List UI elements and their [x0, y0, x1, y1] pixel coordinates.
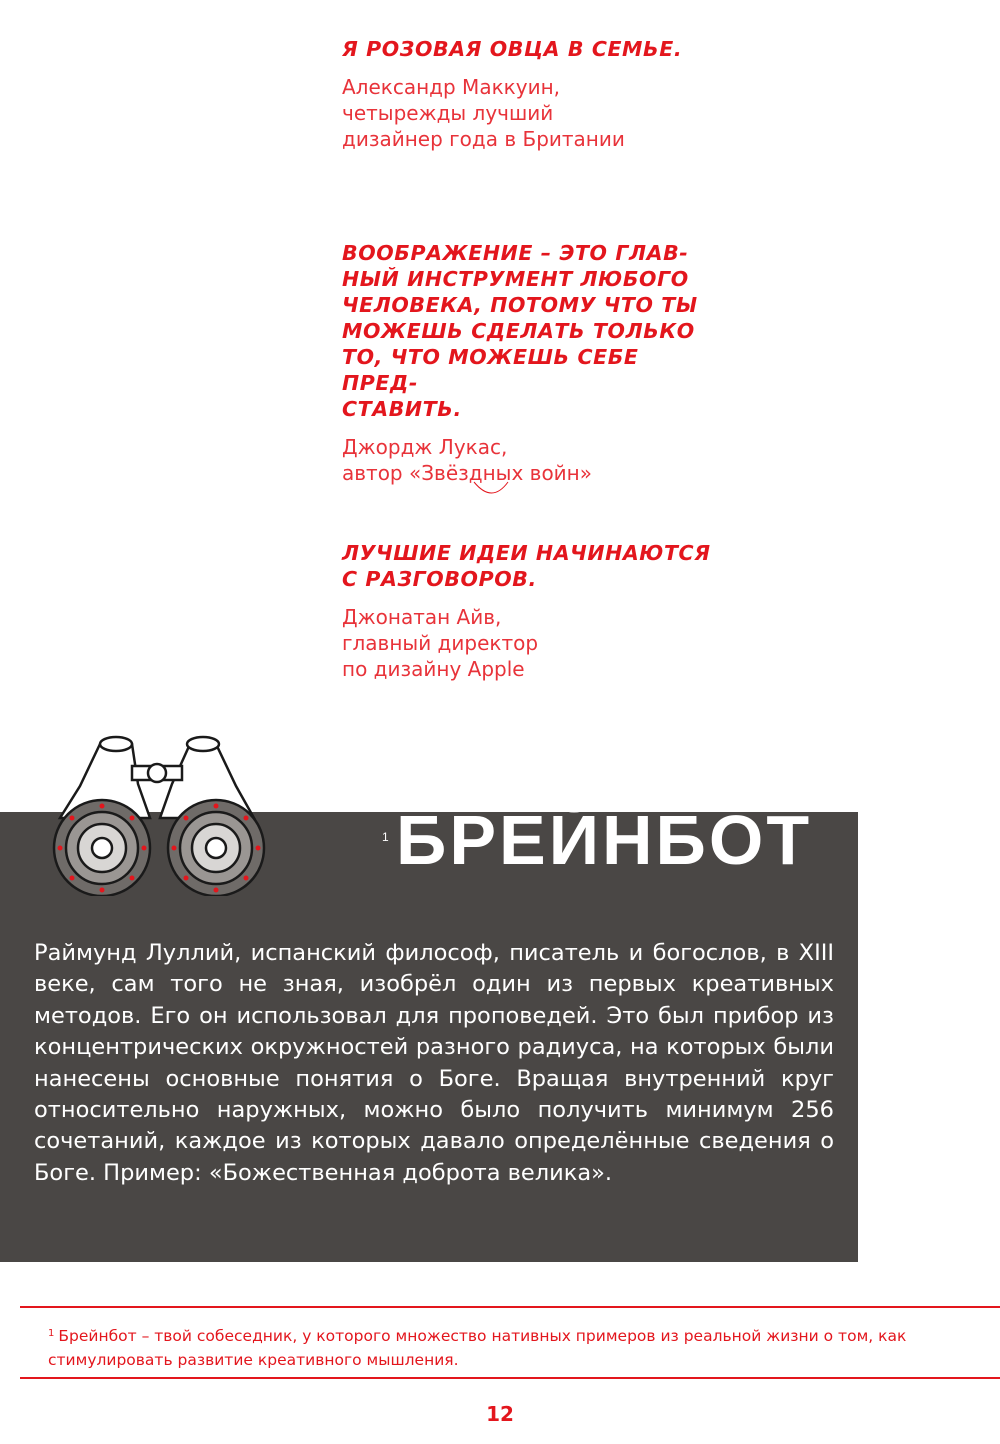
page-number: 12	[486, 1402, 514, 1426]
quote-author: Александр Маккуин, четырежды лучший дизайнер года в Британии	[342, 75, 625, 151]
quote-text: ВООБРАЖЕНИЕ – ЭТО ГЛАВ- НЫЙ ИНСТРУМЕНТ ЛЮБОГО ЧЕЛОВЕКА, ПОТОМУ ЧТО ТЫ МОЖЕШЬ СДЕЛАТЬ ТОЛЬКО ТО, ЧТО МОЖЕШЬ СЕБЕ ПРЕД- СТАВИТЬ.	[342, 241, 698, 421]
binoculars-icon	[40, 726, 290, 896]
footnote-mark: 1	[48, 1328, 55, 1339]
title-footnote-mark: 1	[382, 830, 389, 844]
footnote	[48, 1322, 958, 1372]
decorative-arc-icon	[470, 478, 514, 502]
quote-author: Джонатан Айв, главный директор по дизайну Apple	[342, 605, 539, 681]
quote-2	[342, 240, 722, 486]
section-title: БРЕЙНБОТ	[396, 801, 813, 879]
footnote-top-rule	[20, 1306, 1000, 1308]
quote-1	[342, 36, 722, 152]
footnote-text: Брейнбот – твой собеседник, у которого множество нативных примеров из реальной жизни о том, как стимулировать развитие креативного мышления.	[48, 1327, 907, 1369]
footnote-bottom-rule	[20, 1377, 1000, 1379]
quote-3	[342, 540, 722, 682]
quote-text: ЛУЧШИЕ ИДЕИ НАЧИНАЮТСЯ С РАЗГОВОРОВ.	[342, 541, 711, 591]
section-body: Раймунд Луллий, испанский философ, писатель и богослов, в XIII веке, сам того не зная, изобрёл один из первых креативных методов. Его он использовал для проповедей. Это был прибор из концентрических окружностей разного радиуса, на которых были нанесены основные понятия о Боге. Вращая внутренний круг относительно наружных, можно было получить минимум 256 сочетаний, каждое из которых давало определённые сведения о Боге. Пример: «Божественная доброта велика».	[34, 940, 834, 1186]
quote-author: Джордж Лукас, автор «Звёздных войн»	[342, 435, 592, 485]
quote-text: Я РОЗОВАЯ ОВЦА В СЕМЬЕ.	[342, 37, 683, 61]
